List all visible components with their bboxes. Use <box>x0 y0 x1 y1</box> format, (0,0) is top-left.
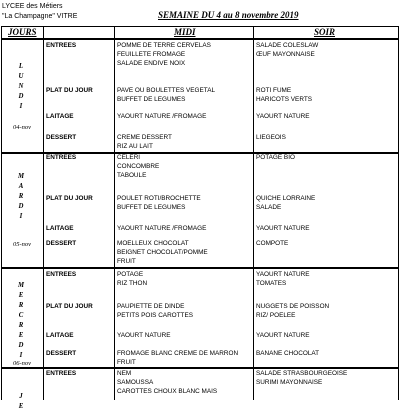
soir-dish: QUICHE LORRAINE <box>256 195 316 202</box>
midi-dish: BEIGNET CHOCOLAT/POMME <box>117 249 208 256</box>
soir-dish: NUGGETS DE POISSON <box>256 303 330 310</box>
column-border <box>398 26 399 400</box>
category-label: LAITAGE <box>46 225 74 232</box>
midi-dish: SALADE ENDIVE NOIX <box>117 60 186 67</box>
category-label: DESSERT <box>46 350 77 357</box>
soir-dish: YAOURT NATURE <box>256 113 310 120</box>
soir-dish: SALADE STRASBOURGEOISE <box>256 370 348 377</box>
category-label: ENTREES <box>46 271 77 278</box>
midi-dish: PAUPIETTE DE DINDE <box>117 303 185 310</box>
midi-dish: POTAGE <box>117 271 144 278</box>
day-letter: M <box>17 282 25 289</box>
day-letter: E <box>18 332 24 339</box>
soir-dish: YAOURT NATURE <box>256 225 310 232</box>
day-letter: D <box>18 342 24 349</box>
day-letter: D <box>18 203 24 210</box>
day-letter: D <box>18 93 24 100</box>
soir-dish: SALADE COLESLAW <box>256 42 319 49</box>
soir-dish: YAOURT NATURE <box>256 332 310 339</box>
week-title: SEMAINE DU 4 au 8 novembre 2019 <box>158 10 299 20</box>
soir-dish: LIEGEOIS <box>256 134 286 141</box>
day-letter: I <box>19 103 23 110</box>
soir-dish: ŒUF MAYONNAISE <box>256 51 315 58</box>
day-letter: L <box>18 63 24 70</box>
midi-dish: CAROTTES CHOUX BLANC MAIS <box>117 388 218 395</box>
day-letter: E <box>18 292 24 299</box>
column-header-soir: SOIR <box>314 27 336 37</box>
category-label: DESSERT <box>46 240 77 247</box>
day-date: 05-nov <box>13 241 32 248</box>
midi-dish: RIZ THON <box>117 280 148 287</box>
column-border <box>43 26 44 400</box>
day-letter: C <box>18 312 24 319</box>
category-label: PLAT DU JOUR <box>46 303 93 310</box>
column-border <box>1 26 2 400</box>
day-name-vertical <box>14 62 28 112</box>
day-letter: A <box>18 183 24 190</box>
day-separator <box>1 267 398 269</box>
midi-dish: YAOURT NATURE /FROMAGE <box>117 225 207 232</box>
column-header-jours: JOURS <box>8 27 37 37</box>
midi-dish: RIZ AU LAIT <box>117 143 153 150</box>
midi-dish: YAOURT NATURE <box>117 332 171 339</box>
midi-dish: CONCOMBRE <box>117 163 160 170</box>
midi-dish: NEM <box>117 370 132 377</box>
midi-dish: SAMOUSSA <box>117 379 154 386</box>
day-name-vertical <box>14 172 28 222</box>
soir-dish: YAOURT NATURE <box>256 271 310 278</box>
table-top-border <box>1 26 398 27</box>
midi-dish: CELERI <box>117 154 141 161</box>
midi-dish: PETITS POIS CAROTTES <box>117 312 193 319</box>
soir-dish: SURIMI MAYONNAISE <box>256 379 323 386</box>
soir-dish: POTAGE BIO <box>256 154 295 161</box>
day-name-vertical <box>14 392 28 412</box>
day-date: 04-nov <box>13 124 32 131</box>
category-label: ENTREES <box>46 370 77 377</box>
day-letter: N <box>18 83 24 90</box>
midi-dish: CREME DESSERT <box>117 134 172 141</box>
day-date: 06-nov <box>13 360 32 367</box>
midi-dish: PAVE OU BOULETTES VEGETAL <box>117 87 216 94</box>
midi-dish: FRUIT <box>117 258 136 265</box>
soir-dish: TOMATES <box>256 280 287 287</box>
midi-dish: FRUIT <box>117 359 136 366</box>
school-location: "La Champagne" VITRE <box>2 13 78 20</box>
category-label: DESSERT <box>46 134 77 141</box>
soir-dish: HARICOTS VERTS <box>256 96 312 103</box>
day-letter: I <box>19 213 23 220</box>
soir-dish: SALADE <box>256 204 282 211</box>
category-label: LAITAGE <box>46 332 74 339</box>
midi-dish: POULET ROTI/BROCHETTE <box>117 195 201 202</box>
day-letter: R <box>18 302 24 309</box>
school-name: LYCEE des Métiers <box>2 3 63 10</box>
soir-dish: RIZ/ POELEE <box>256 312 296 319</box>
soir-dish: ROTI FUME <box>256 87 292 94</box>
day-letter: J <box>19 393 23 400</box>
midi-dish: POMME DE TERRE CERVELAS <box>117 42 211 49</box>
midi-dish: BUFFET DE LEGUMES <box>117 96 186 103</box>
day-name-vertical <box>14 281 28 361</box>
midi-dish: YAOURT NATURE /FROMAGE <box>117 113 207 120</box>
column-border <box>253 26 254 400</box>
soir-dish: COMPOTE <box>256 240 289 247</box>
category-label: ENTREES <box>46 42 77 49</box>
midi-dish: TABOULE <box>117 172 147 179</box>
day-letter: E <box>18 403 24 410</box>
day-letter: R <box>18 322 24 329</box>
header-bottom-border <box>1 38 398 40</box>
day-letter: M <box>17 173 25 180</box>
day-letter: I <box>19 352 23 359</box>
soir-dish: BANANE CHOCOLAT <box>256 350 320 357</box>
category-label: LAITAGE <box>46 113 74 120</box>
category-label: ENTREES <box>46 154 77 161</box>
category-label: PLAT DU JOUR <box>46 87 93 94</box>
midi-dish: FROMAGE BLANC CREME DE MARRON <box>117 350 239 357</box>
midi-dish: FEUILLETE FROMAGE <box>117 51 186 58</box>
column-header-midi: MIDI <box>174 27 196 37</box>
day-letter: U <box>18 73 24 80</box>
day-letter: R <box>18 193 24 200</box>
category-label: PLAT DU JOUR <box>46 195 93 202</box>
column-border <box>114 26 115 400</box>
midi-dish: MOELLEUX CHOCOLAT <box>117 240 189 247</box>
midi-dish: BUFFET DE LEGUMES <box>117 204 186 211</box>
